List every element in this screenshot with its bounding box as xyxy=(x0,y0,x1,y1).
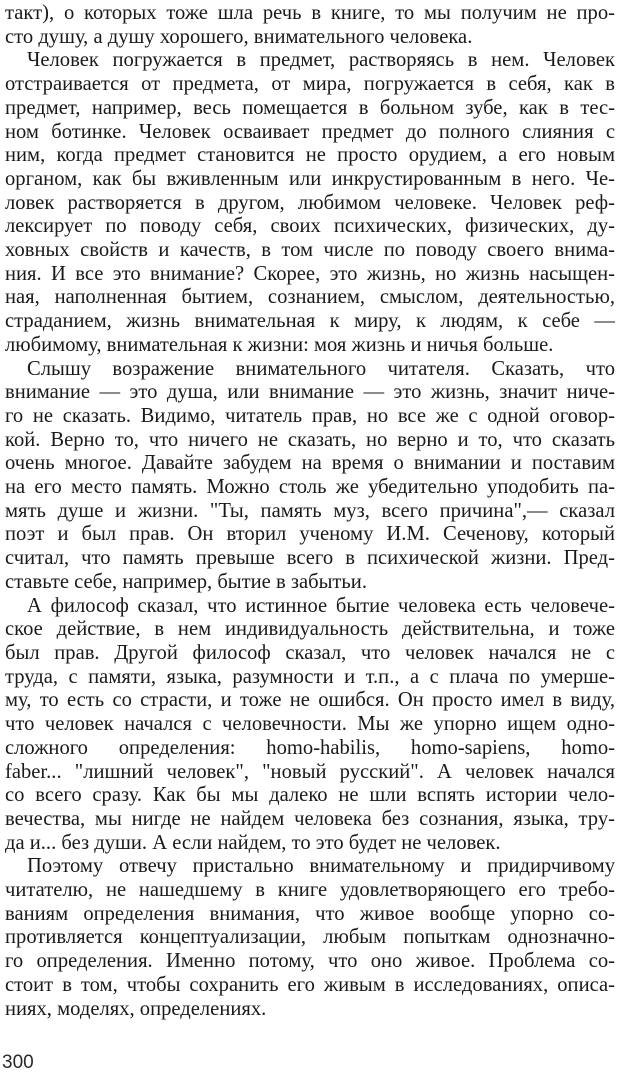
text-line: мять душе и жизни. "Ты, память муз, всего причина",— сказал xyxy=(5,499,615,522)
page-number: 300 xyxy=(2,1052,34,1073)
text-line: ния. И все это внимание? Скорее, это жизнь, но жизнь насыщен- xyxy=(5,262,615,285)
text-line: faber... "лишний человек", "новый русский". А человек начался xyxy=(5,760,615,783)
text-line: на его место память. Можно столь же убедительно уподобить па- xyxy=(5,476,615,499)
paragraph xyxy=(5,595,615,856)
body-text xyxy=(5,2,615,1021)
text-line: был прав. Другой философ сказал, что человек начался не с xyxy=(5,641,615,664)
text-line: поэт и был прав. Он вторил ученому И.М. Сеченову, который xyxy=(5,523,615,546)
text-line: кой. Верно то, что ничего не сказать, но верно и то, что сказать xyxy=(5,428,615,451)
text-line: да и... без души. А если найдем, то это будет не человек. xyxy=(5,831,501,854)
text-line: го не сказать. Видимо, читатель прав, но все же с одной оговор- xyxy=(5,404,615,427)
text-line: считал, что память превыше всего в психической жизни. Пред- xyxy=(5,547,615,570)
text-line: предмет, например, весь помещается в больном зубе, как в тес- xyxy=(5,96,615,119)
text-line: ловек растворяется в другом, любимом человеке. Человек реф- xyxy=(5,191,615,214)
text-line: страданием, жизнь внимательная к миру, к людям, к себе — xyxy=(5,310,615,333)
text-line: Слышу возражение внимательного читателя. Сказать, что xyxy=(27,357,615,380)
text-line: очень многое. Давайте забудем на время о внимании и поставим xyxy=(5,452,615,475)
text-line: стоит в том, чтобы сохранить его живым в исследованиях, описа- xyxy=(5,973,615,996)
text-line: ское действие, в нем индивидуальность действительна, и тоже xyxy=(5,618,615,641)
text-line: сложного определения: homo-habilis, homo-sapiens, homo- xyxy=(5,736,615,759)
text-line: Человек погружается в предмет, растворяясь в нем. Человек xyxy=(27,49,615,72)
text-line: органом, как бы вживленным или инкрустированным в него. Че- xyxy=(5,167,615,190)
text-line: вечества, мы нигде не найдем человека без сознания, языка, тру- xyxy=(5,807,615,830)
text-line: сто душу, а душу хорошего, внимательного человека. xyxy=(5,25,473,48)
text-line: ная, наполненная бытием, сознанием, смыслом, деятельностью, xyxy=(5,286,615,309)
text-line: Поэтому отвечу пристально внимательному и придирчивому xyxy=(27,855,615,878)
text-line: что человек начался с человечности. Мы же упорно ищем одно- xyxy=(5,713,615,736)
paragraph xyxy=(5,49,615,357)
text-line: ставьте себе, например, бытие в забытьи. xyxy=(5,570,367,593)
text-line: го определения. Именно потому, что оно живое. Проблема со- xyxy=(5,950,615,973)
text-line: такт), о которых тоже шла речь в книге, то мы получим не про- xyxy=(5,2,615,24)
paragraph xyxy=(5,358,615,595)
paragraph xyxy=(5,855,615,1021)
text-line: ном ботинке. Человек осваивает предмет до полного слияния с xyxy=(5,120,615,143)
text-line: лексирует по поводу себя, своих психических, физических, ду- xyxy=(5,215,615,238)
text-line: труда, с памяти, языка, разумности и т.п., а с плача по умерше- xyxy=(5,665,615,688)
paragraph xyxy=(5,2,615,49)
text-line: противляется концептуализации, любым попыткам однозначно- xyxy=(5,926,615,949)
text-line: А философ сказал, что истинное бытие человека есть человече- xyxy=(27,594,615,617)
text-line: любимому, внимательная к жизни: моя жизнь и ничья больше. xyxy=(5,333,554,356)
text-line: внимание — это душа, или внимание — это жизнь, значит ниче- xyxy=(5,381,615,404)
text-line: отстраивается от предмета, от мира, погружается в себя, как в xyxy=(5,73,615,96)
text-line: му, то есть со страсти, и тоже не ошибся. Он просто имел в виду, xyxy=(5,689,615,712)
text-line: ниях, моделях, определениях. xyxy=(5,997,267,1020)
text-line: читателю, не нашедшему в книге удовлетворяющего его требо- xyxy=(5,879,615,902)
text-line: ховных свойств и качеств, в том числе по поводу своего внима- xyxy=(5,239,615,262)
text-line: ваниям определения внимания, что живое вообще упорно со- xyxy=(5,902,615,925)
text-line: ним, когда предмет становится не просто орудием, а его новым xyxy=(5,144,615,167)
text-line: со всего сразу. Как бы мы далеко не шли вспять истории чело- xyxy=(5,784,615,807)
